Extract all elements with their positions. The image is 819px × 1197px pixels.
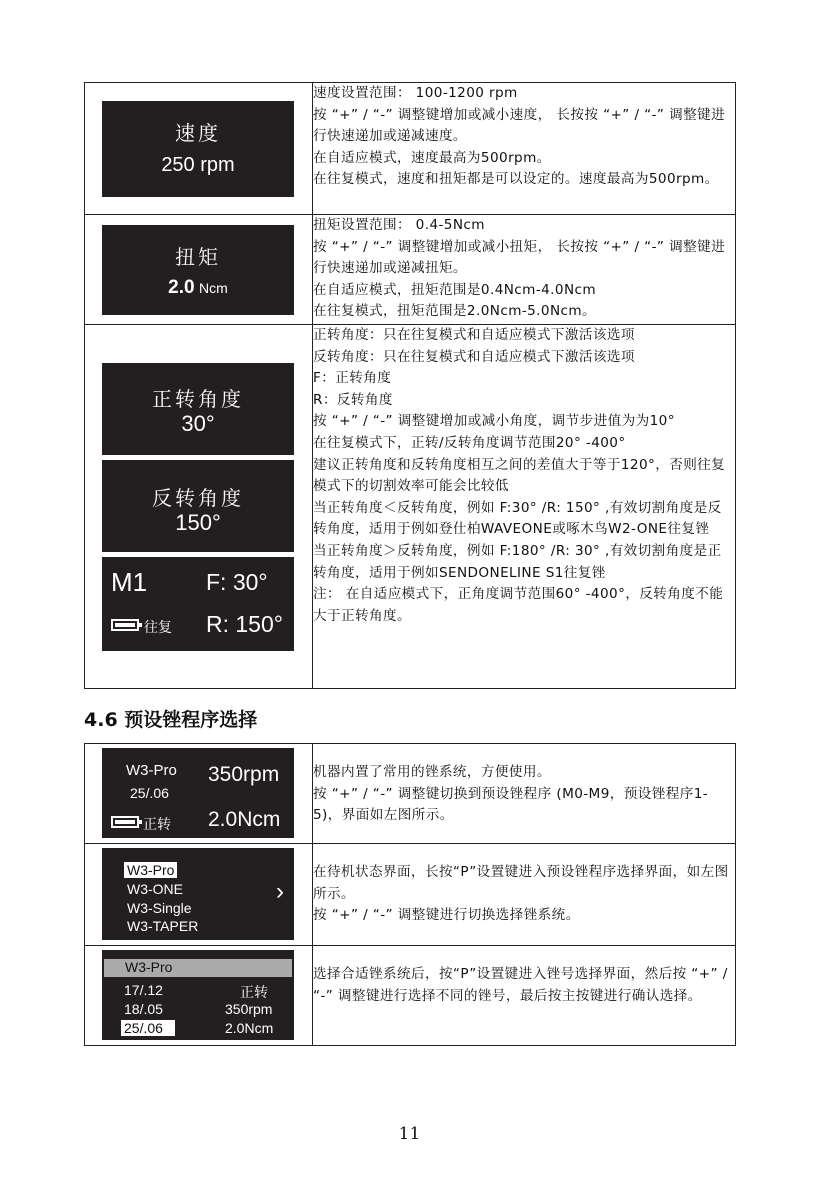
reverse-angle-panel <box>102 460 294 552</box>
preset-table <box>84 743 736 1046</box>
speed-panel <box>102 101 294 197</box>
section-title: 4.6 预设锉程序选择 <box>84 709 258 731</box>
angle-line-2: 反转角度：只在往复模式和自适应模式下激活该选项 <box>313 348 635 365</box>
angle-screen-cell <box>85 325 313 689</box>
reciprocating-status-panel <box>102 557 294 651</box>
file-system-option: W3-TAPER <box>127 918 199 934</box>
preset-screen-cell <box>85 744 313 844</box>
file-size-torque: 2.0Ncm <box>225 1020 274 1036</box>
preset-mode: 正转 <box>143 817 171 833</box>
page-number: 11 <box>398 1124 421 1144</box>
battery-icon <box>111 816 139 828</box>
file-system-option: W3-ONE <box>127 881 183 897</box>
angle-line-9: 当正转角度＞反转角度，例如 F:180° /R: 30° ,有效切割角度是正转角度，适用于例如SENDONELINE S1往复锉 <box>313 542 722 581</box>
speed-description <box>313 83 736 215</box>
forward-angle-readout: F: 30° <box>206 569 268 595</box>
file-size-option: 18/.05 <box>124 1001 163 1017</box>
file-size-speed: 350rpm <box>225 1001 273 1017</box>
file-system-description <box>313 844 736 946</box>
speed-screen-cell <box>85 83 313 215</box>
speed-line-3: 在自适应模式，速度最高为500rpm。 <box>313 149 551 166</box>
torque-line-1: 扭矩设置范围： 0.4-5Ncm <box>313 217 485 233</box>
angle-line-6: 在往复模式下，正转/反转角度调节范围20° -400° <box>313 434 626 451</box>
reverse-angle-value: 150° <box>175 510 221 535</box>
angle-line-10: 注： 在自适应模式下，正角度调节范围60° -400°，反转角度不能大于正转角度。 <box>313 586 724 624</box>
file-system-screen-cell <box>85 844 313 946</box>
file-system-option: W3-Pro <box>124 861 177 879</box>
file-size-option: 17/.12 <box>124 982 163 998</box>
reverse-angle-readout: R: 150° <box>206 611 283 637</box>
file-size-panel <box>102 950 294 1040</box>
mode-label: 往复 <box>144 620 172 636</box>
file-system-line-1: 在待机状态界面，长按“P”设置键进入预设锉程序选择界面，如左图所示。 <box>313 864 729 902</box>
file-system-row <box>85 844 736 946</box>
angle-line-1: 正转角度：只在往复模式和自适应模式下激活该选项 <box>313 327 635 343</box>
torque-description <box>313 215 736 325</box>
file-size-screen-cell <box>85 946 313 1046</box>
file-size-option-selected: 25/.06 <box>121 1020 175 1036</box>
angle-line-4: R：反转角度 <box>313 391 393 408</box>
preset-description <box>313 744 736 844</box>
file-size-header-bar <box>104 959 292 977</box>
torque-value: 2.0 <box>168 277 195 298</box>
file-size-header: W3-Pro <box>125 959 173 975</box>
file-system-line-2: 按 “+” / “-” 调整键进行切换选择锉系统。 <box>313 907 580 924</box>
preset-torque: 2.0Ncm <box>208 808 281 831</box>
speed-line-2: 按 “+” / “-” 调整键增加或减小速度， 长按按 “+” / “-” 调整键进行快速递加或递减速度。 <box>313 106 726 145</box>
speed-value: 250 rpm <box>161 154 235 176</box>
forward-angle-value: 30° <box>181 411 215 436</box>
file-system-option: W3-Single <box>127 900 192 916</box>
preset-panel <box>102 748 294 838</box>
speed-label: 速度 <box>175 121 221 145</box>
speed-row <box>85 83 736 215</box>
torque-unit: Ncm <box>199 280 228 296</box>
torque-label: 扭矩 <box>175 245 221 269</box>
preset-line-1: 机器内置了常用的锉系统，方便使用。 <box>313 764 551 780</box>
torque-panel <box>102 225 294 315</box>
speed-line-4: 在往复模式，速度和扭矩都是可以设定的。速度最高为500rpm。 <box>313 171 719 188</box>
torque-screen-cell <box>85 215 313 325</box>
file-size-description <box>313 946 736 1046</box>
file-size-mode: 正转 <box>240 985 268 1001</box>
preset-line-2: 按 “+” / “-” 调整键切换到预设锉程序 (M0-M9，预设锉程序1-5)，界面如左图所示。 <box>313 785 709 824</box>
preset-file-name: W3-Pro <box>126 762 177 779</box>
speed-line-1: 速度设置范围： 100-1200 rpm <box>313 85 518 101</box>
preset-file-size: 25/.06 <box>130 785 169 801</box>
angle-line-8: 当正转角度＜反转角度，例如 F:30° /R: 150° ,有效切割角度是反转角度，适用于例如登仕柏WAVEONE或啄木鸟W2-ONE往复锉 <box>313 499 722 538</box>
file-size-row <box>85 946 736 1046</box>
angle-description <box>313 325 736 689</box>
torque-line-4: 在往复模式，扭矩范围是2.0Ncm-5.0Ncm。 <box>313 303 597 320</box>
file-size-line-1: 选择合适锉系统后，按“P”设置键进入锉号选择界面，然后按 “+” / “-” 调整键进行选择不同的锉号，最后按主按键进行确认选择。 <box>313 966 728 1004</box>
file-system-panel <box>102 848 294 940</box>
memory-slot: M1 <box>111 567 148 597</box>
angle-line-5: 按 “+” / “-” 调整键增加或减小角度，调节步进值为为10° <box>313 413 675 430</box>
preset-speed: 350rpm <box>208 763 280 786</box>
angle-row <box>85 325 736 689</box>
chevron-right-icon: › <box>276 878 284 905</box>
torque-value-line <box>102 277 294 299</box>
torque-row <box>85 215 736 325</box>
torque-line-2: 按 “+” / “-” 调整键增加或减小扭矩， 长按按 “+” / “-” 调整键进行快速递加或递减扭矩。 <box>313 238 726 277</box>
reverse-angle-label: 反转角度 <box>152 486 244 510</box>
angle-line-7: 建议正转角度和反转角度相互之间的差值大于等于120°，否则往复模式下的切割效率可能会比较低 <box>313 456 726 495</box>
settings-table <box>84 82 736 689</box>
forward-angle-label: 正转角度 <box>152 387 244 411</box>
torque-line-3: 在自适应模式，扭矩范围是0.4Ncm-4.0Ncm <box>313 281 597 298</box>
battery-icon <box>111 619 139 631</box>
forward-angle-panel <box>102 363 294 455</box>
angle-line-3: F：正转角度 <box>313 370 392 387</box>
preset-row <box>85 744 736 844</box>
